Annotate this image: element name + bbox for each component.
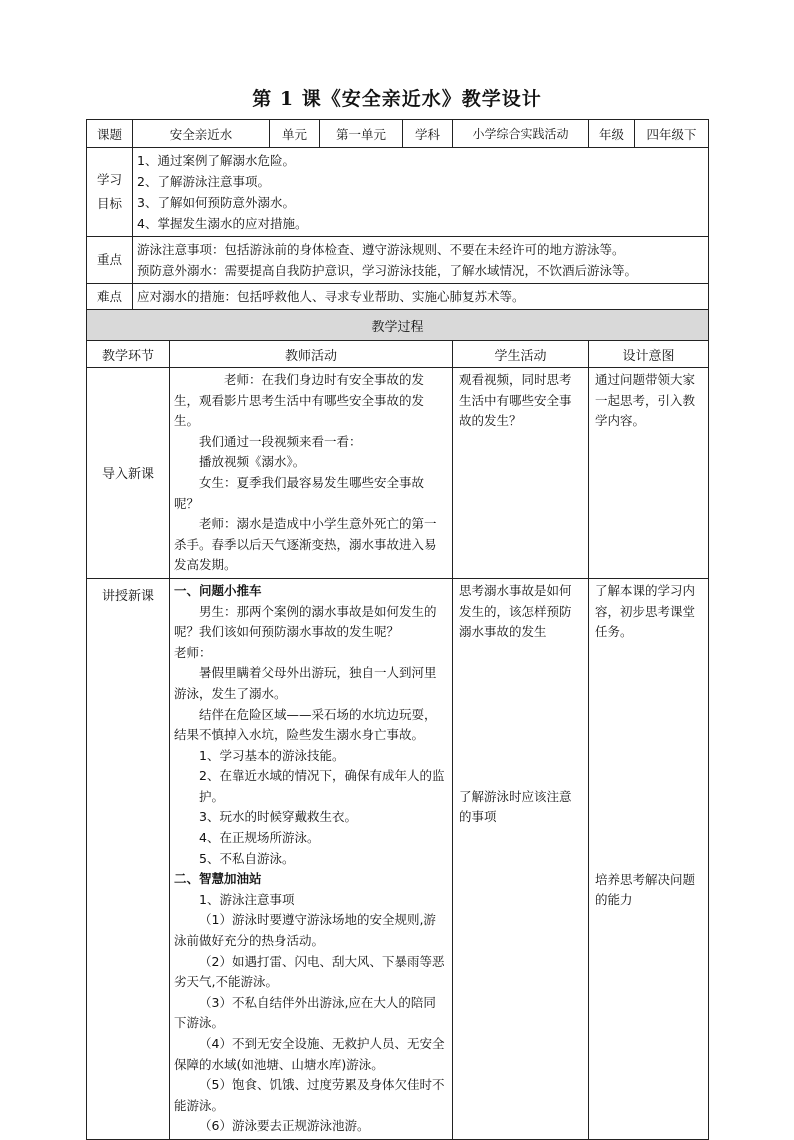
lecture-teacher-activity: 一、问题小推车 男生：那两个案例的溺水事故是如何发生的呢？我们该如何预防溺水事故的发生呢？ 老师： 暑假里瞒着父母外出游玩，独自一人到河里游泳，发生了溺水。 结伴在危险区域——采石场的水坑边玩耍，结果不慎掉入水坑，险些发生溺水身亡事故。 1、学习基本的游泳技能。 2、在靠近水域的情况下，确保有成年人的监护。 3、玩水的时候穿戴救生衣。 4、在正规场所游泳。 5、不私自游泳。 二、智慧加油站 1、游泳注意事项 （1）游泳时要遵守游泳场地的安全规则,游泳前做好充分的热身活动。 （2）如遇打雷、闪电、刮大风、下暴雨等恶劣天气,不能游泳。 （3）不私自结伴外出游泳,应在大人的陪同下游泳。 （4）不到无安全设施、无救护人员、无安全保障的水域(如池塘、山塘水库)游泳。 （5）饱食、饥饿、过度劳累及身体欠佳时不能游泳。 （6）游泳要去正规游泳池游。	[170, 578, 453, 1139]
topic-label: 课题	[87, 120, 133, 148]
difficulty-text: 应对溺水的措施：包括呼救他人、寻求专业帮助、实施心肺复苏术等。	[133, 284, 709, 310]
col-teacher-header: 教师活动	[170, 341, 453, 368]
grade-value: 四年级下	[635, 120, 709, 148]
design-intent-1: 了解本课的学习内容，初步思考课堂任务。	[595, 582, 696, 640]
intro-stage: 导入新课	[87, 368, 170, 579]
difficulty-label: 难点	[87, 284, 133, 310]
col-intent-header: 设计意图	[589, 341, 709, 368]
grade-label: 年级	[589, 120, 635, 148]
key-points-list	[133, 237, 709, 284]
objectives-list	[133, 148, 709, 237]
lecture-design-intent	[589, 578, 709, 1139]
intro-design-intent: 通过问题带领大家一起思考，引入教学内容。	[589, 368, 709, 579]
subject-value: 小学综合实践活动	[453, 120, 589, 148]
objective-item: 3、了解如何预防意外溺水。	[137, 195, 295, 210]
student-activity-2: 了解游泳时应该注意的事项	[459, 788, 572, 825]
unit-value: 第一单元	[320, 120, 403, 148]
key-point-item: 预防意外溺水：需要提高自我防护意识，学习游泳技能，了解水域情况，不饮酒后游泳等。	[137, 263, 638, 278]
student-activity-1: 思考溺水事故是如何发生的，该怎样预防溺水事故的发生	[459, 582, 572, 640]
intro-student-activity: 观看视频，同时思考生活中有哪些安全事故的发生？	[453, 368, 589, 579]
objective-item: 4、掌握发生溺水的应对措施。	[137, 216, 308, 231]
intro-teacher-activity: 老师：在我们身边时有安全事故的发生，观看影片思考生活中有哪些安全事故的发生。 我们通过一段视频来看一看： 播放视频《溺水》。 女生：夏季我们最容易发生哪些安全事故呢？ 老师：溺水是造成中小学生意外死亡的第一杀手。春季以后天气逐渐变热，溺水事故进入易发高发期。	[170, 368, 453, 579]
topic-value: 安全亲近水	[133, 120, 270, 148]
key-point-item: 游泳注意事项：包括游泳前的身体检查、遵守游泳规则、不要在未经许可的地方游泳等。	[137, 242, 625, 257]
objective-item: 2、了解游泳注意事项。	[137, 174, 270, 189]
unit-label: 单元	[270, 120, 320, 148]
page-title: 第 1 课《安全亲近水》教学设计	[252, 88, 542, 110]
design-intent-2: 培养思考解决问题的能力	[595, 871, 696, 908]
lecture-student-activity	[453, 578, 589, 1139]
lesson-plan-table	[86, 119, 709, 1140]
subject-label: 学科	[403, 120, 453, 148]
key-points-label: 重点	[87, 237, 133, 284]
objective-item: 1、通过案例了解溺水危险。	[137, 153, 295, 168]
objectives-label: 学习 目标	[87, 148, 133, 237]
lecture-stage: 讲授新课	[87, 578, 170, 1139]
process-title: 教学过程	[87, 310, 709, 341]
col-student-header: 学生活动	[453, 341, 589, 368]
col-stage-header: 教学环节	[87, 341, 170, 368]
